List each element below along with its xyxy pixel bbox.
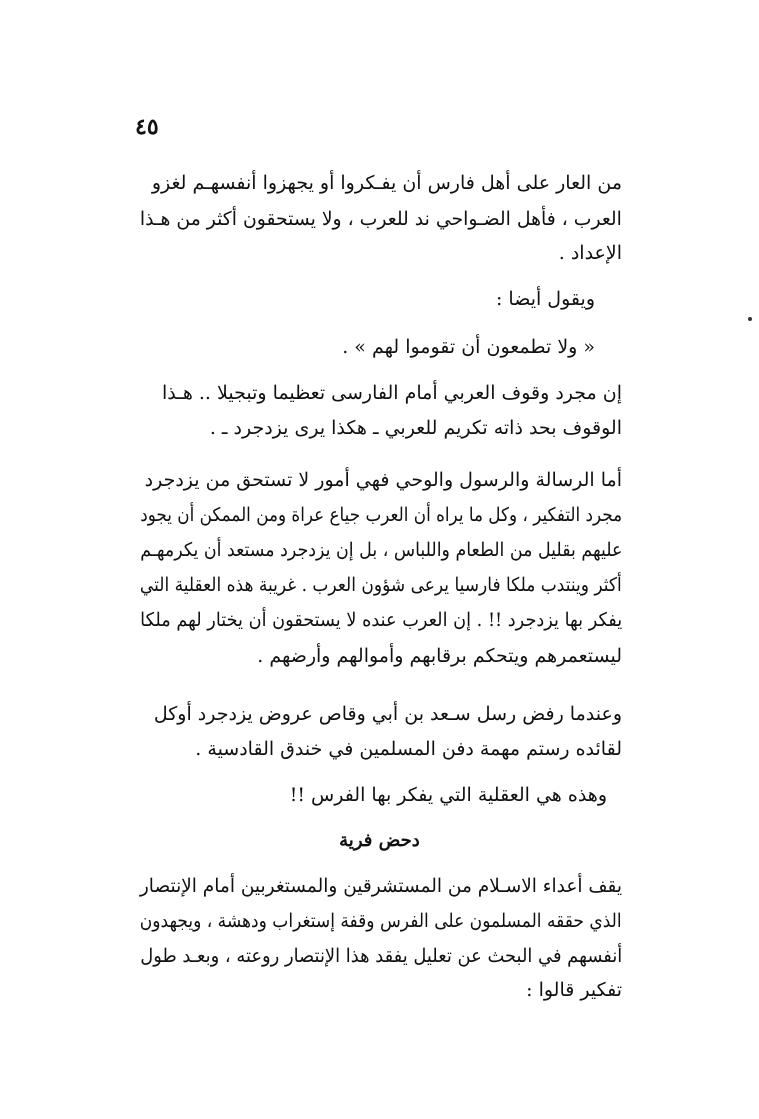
text-line: العرب ، فأهل الضـواحي ند للعرب ، ولا يستحقون أكثر من هـذا <box>139 208 622 230</box>
text-line: ويقول أيضا : <box>495 288 595 310</box>
text-line: مجرد التفكير ، وكل ما يراه أن العرب جياع عراة ومن الممكن أن يجود <box>140 504 622 526</box>
text-line: عليهم بقليل من الطعام واللباس ، بل إن يزدجرد مستعد أن يكرمهـم <box>139 539 622 561</box>
text-line: ليستعمرهم ويتحكم برقابهم وأموالهم وأرضهم . <box>257 645 622 667</box>
text-line: يفكر بها يزدجرد !! . إن العرب عنده لا يستحقون أن يختار لهم ملكا <box>139 609 622 631</box>
margin-mark <box>748 317 752 321</box>
text-line: يقف أعداء الاسـلام من المستشرقين والمستغربين أمام الإنتصار <box>139 875 622 897</box>
text-line: أنفسهم في البحث عن تعليل يفقد هذا الإنتصار روعته ، وبعـد طول <box>139 945 622 967</box>
text-line: من العار على أهل فارس أن يفـكروا أو يجهزوا أنفسهـم لغزو <box>151 172 622 194</box>
page-number: ٤٥ <box>135 114 159 140</box>
text-line: « ولا تطمعون أن تقوموا لهم » . <box>342 336 595 358</box>
text-line: الوقوف بحد ذاته تكريم للعربي ـ هكذا يرى يزدجرد ـ . <box>209 417 622 439</box>
text-line: وهذه هي العقلية التي يفكر بها الفرس !! <box>289 784 607 806</box>
text-line: أكثر وينتدب ملكا فارسيا يرعى شؤون العرب . غريبة هذه العقلية التي <box>140 574 622 596</box>
text-line: أما الرسالة والرسول والوحي فهي أمور لا تستحق من يزدجرد <box>144 469 622 491</box>
text-line: وعندما رفض رسل سـعد بن أبي وقاص عروض يزدجرد أوكل <box>153 703 622 725</box>
text-line: إن مجرد وقوف العربي أمام الفارسى تعظيما وتبجيلا .. هـذا <box>162 382 622 404</box>
text-line: الذي حققه المسلمون على الفرس وقفة إستغراب ودهشة ، ويجهدون <box>140 910 622 932</box>
text-line: تفكير قالوا : <box>526 979 622 1001</box>
text-line: الإعداد . <box>558 242 622 264</box>
text-line: لقائده رستم مهمة دفن المسلمين في خندق القادسية . <box>195 738 622 760</box>
section-heading: دحض فرية <box>339 830 420 851</box>
